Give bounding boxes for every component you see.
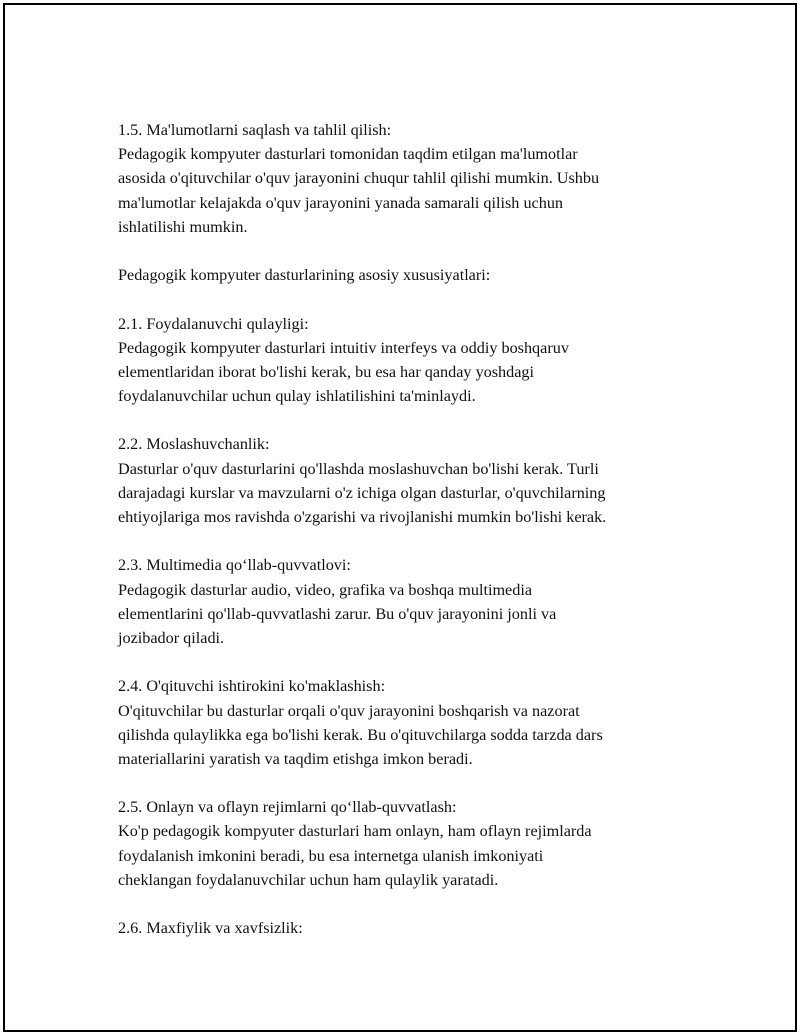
text-line: darajadagi kurslar va mavzularni o'z ichiga olgan dasturlar, o'quvchilarning: [118, 483, 606, 502]
text-line: 2.1. Foydalanuvchi qulayligi:: [118, 314, 309, 333]
text-line: 2.4. O'qituvchi ishtirokini ko'maklashish:: [118, 677, 386, 696]
text-line: ma'lumotlar kelajakda o'quv jarayonini yanada samarali qilish uchun: [118, 193, 564, 212]
text-line: elementlarini qo'llab-quvvatlashi zarur. Bu o'quv jarayonini jonli va: [118, 604, 557, 623]
text-line: 2.5. Onlayn va oflayn rejimlarni qo‘llab-quvvatlash:: [118, 798, 457, 817]
text-line: Dasturlar o'quv dasturlarini qo'llashda moslashuvchan bo'lishi kerak. Turli: [118, 459, 599, 478]
text-line: Ko'p pedagogik kompyuter dasturlari ham onlayn, ham oflayn rejimlarda: [118, 822, 592, 841]
text-line: cheklangan foydalanuvchilar uchun ham qulaylik yaratadi.: [118, 870, 499, 889]
text-line: O'qituvchilar bu dasturlar orqali o'quv jarayonini boshqarish va nazorat: [118, 701, 580, 720]
paragraph-gap: [118, 239, 698, 263]
paragraph-gap: [118, 892, 698, 916]
paragraph-gap: [118, 771, 698, 795]
text-line: Pedagogik kompyuter dasturlari intuitiv interfeys va oddiy boshqaruv: [118, 338, 569, 357]
text-line: ehtiyojlariga mos ravishda o'zgarishi va rivojlanishi mumkin bo'lishi kerak.: [118, 508, 607, 526]
text-line: asosida o'qituvchilar o'quv jarayonini chuqur tahlil qilishi mumkin. Ushbu: [118, 169, 600, 188]
text-line: Pedagogik kompyuter dasturlari tomonidan taqdim etilgan ma'lumotlar: [118, 145, 578, 164]
document-body: [118, 118, 698, 940]
paragraph-gap: [118, 650, 698, 674]
text-line: 2.2. Moslashuvchanlik:: [118, 435, 270, 454]
text-line: 2.6. Maxfiylik va xavfsizlik:: [118, 919, 303, 938]
text-line: jozibador qiladi.: [118, 628, 225, 647]
text-line: 1.5. Ma'lumotlarni saqlash va tahlil qilish:: [118, 121, 392, 139]
text-line: materiallarini yaratish va taqdim etishga imkon beradi.: [118, 749, 473, 768]
text-line: 2.3. Multimedia qo‘llab-quvvatlovi:: [118, 556, 351, 575]
paragraph-gap: [118, 529, 698, 553]
text-line: qilishda qulaylikka ega bo'lishi kerak. Bu o'qituvchilarga sodda tarzda dars: [118, 725, 603, 744]
text-line: foydalanuvchilar uchun qulay ishlatilishini ta'minlaydi.: [118, 387, 476, 406]
text-line: Pedagogik kompyuter dasturlarining asosiy xususiyatlari:: [118, 266, 491, 285]
text-line: elementlaridan iborat bo'lishi kerak, bu esa har qanday yoshdagi: [118, 362, 535, 381]
paragraph-gap: [118, 287, 698, 311]
paragraph-gap: [118, 408, 698, 432]
text-line: Pedagogik dasturlar audio, video, grafika va boshqa multimedia: [118, 580, 533, 599]
text-line: foydalanish imkonini beradi, bu esa internetga ulanish imkoniyati: [118, 846, 544, 865]
text-line: ishlatilishi mumkin.: [118, 217, 248, 236]
